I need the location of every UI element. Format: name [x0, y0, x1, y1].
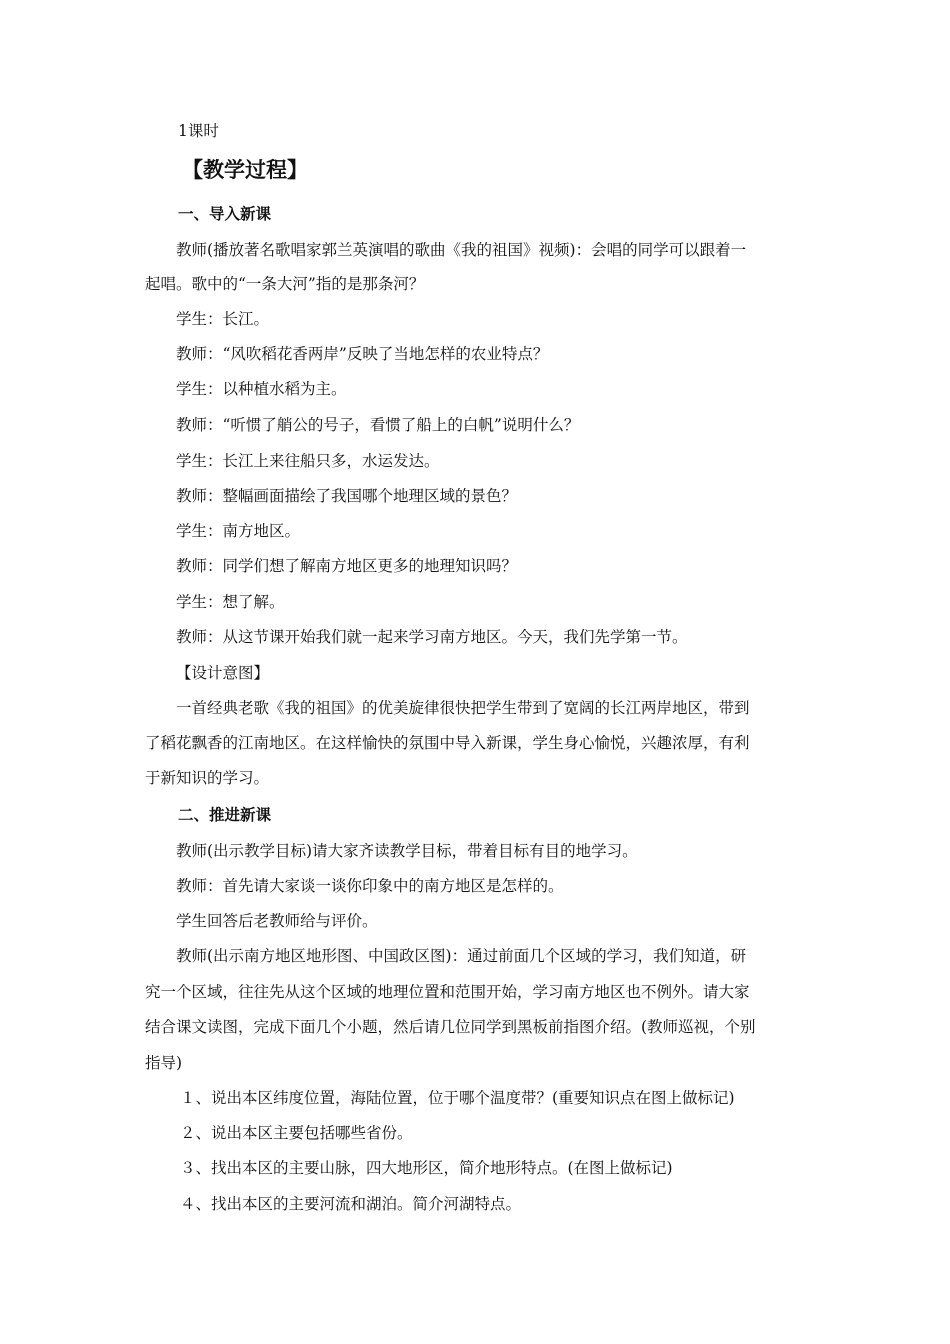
- paragraph-line: 起唱。歌中的“一条大河”指的是那条河？: [145, 275, 425, 293]
- dialogue-line: 学生：长江上来往船只多，水运发达。: [176, 452, 440, 470]
- paragraph-line: 教师(出示南方地区地形图、中国政区图)：通过前面几个区域的学习，我们知道，研: [176, 947, 747, 965]
- dialogue-line: 学生：长江。: [176, 310, 270, 328]
- class-period: 1课时: [178, 122, 219, 140]
- dialogue-line: 教师：整幅画面描绘了我国哪个地理区域的景色？: [176, 487, 518, 505]
- paragraph-line: 学生回答后老教师给与评价。: [176, 912, 378, 930]
- dialogue-line: 教师：“听惯了艄公的号子，看惯了船上的白帆”说明什么？: [176, 416, 580, 434]
- paragraph-line: 一首经典老歌《我的祖国》的优美旋律很快把学生带到了宽阔的长江两岸地区，带到: [176, 699, 750, 717]
- paragraph-line: 了稻花飘香的江南地区。在这样愉快的氛围中导入新课，学生身心愉悦，兴趣浓厚，有利: [145, 734, 750, 752]
- paragraph-line: 教师(播放著名歌唱家郭兰英演唱的歌曲《我的祖国》视频)：会唱的同学可以跟着一: [176, 241, 747, 259]
- dialogue-line: 学生：想了解。: [176, 593, 285, 611]
- process-title: 【教学过程】: [182, 157, 308, 182]
- paragraph-line: 究一个区域，往往先从这个区域的地理位置和范围开始，学习南方地区也不例外。请大家: [145, 983, 750, 1001]
- paragraph-line: 教师：首先请大家谈一谈你印象中的南方地区是怎样的。: [176, 877, 564, 895]
- paragraph-line: 结合课文读图，完成下面几个小题，然后请几位同学到黑板前指图介绍。(教师巡视，个别: [145, 1018, 756, 1036]
- task-item: １、说出本区纬度位置，海陆位置，位于哪个温度带？(重要知识点在图上做标记): [180, 1089, 735, 1107]
- dialogue-line: 教师：从这节课开始我们就一起来学习南方地区。今天，我们先学第一节。: [176, 628, 688, 646]
- paragraph-line: 教师(出示教学目标)请大家齐读教学目标，带着目标有目的地学习。: [176, 842, 638, 860]
- section-heading-new: 二、推进新课: [178, 805, 272, 824]
- dialogue-line: 教师：同学们想了解南方地区更多的地理知识吗？: [176, 557, 518, 575]
- task-item: ４、找出本区的主要河流和湖泊。简介河湖特点。: [180, 1195, 522, 1213]
- task-item: ３、找出本区的主要山脉，四大地形区，简介地形特点。(在图上做标记): [180, 1159, 673, 1177]
- section-heading-intro: 一、导入新课: [178, 204, 272, 223]
- dialogue-line: 学生：以种植水稻为主。: [176, 380, 347, 398]
- task-item: ２、说出本区主要包括哪些省份。: [180, 1124, 413, 1142]
- dialogue-line: 学生：南方地区。: [176, 522, 301, 540]
- paragraph-line: 指导): [145, 1054, 183, 1072]
- design-intent-label: 【设计意图】: [176, 664, 270, 682]
- paragraph-line: 于新知识的学习。: [145, 769, 270, 787]
- dialogue-line: 教师：“风吹稻花香两岸”反映了当地怎样的农业特点？: [176, 345, 549, 363]
